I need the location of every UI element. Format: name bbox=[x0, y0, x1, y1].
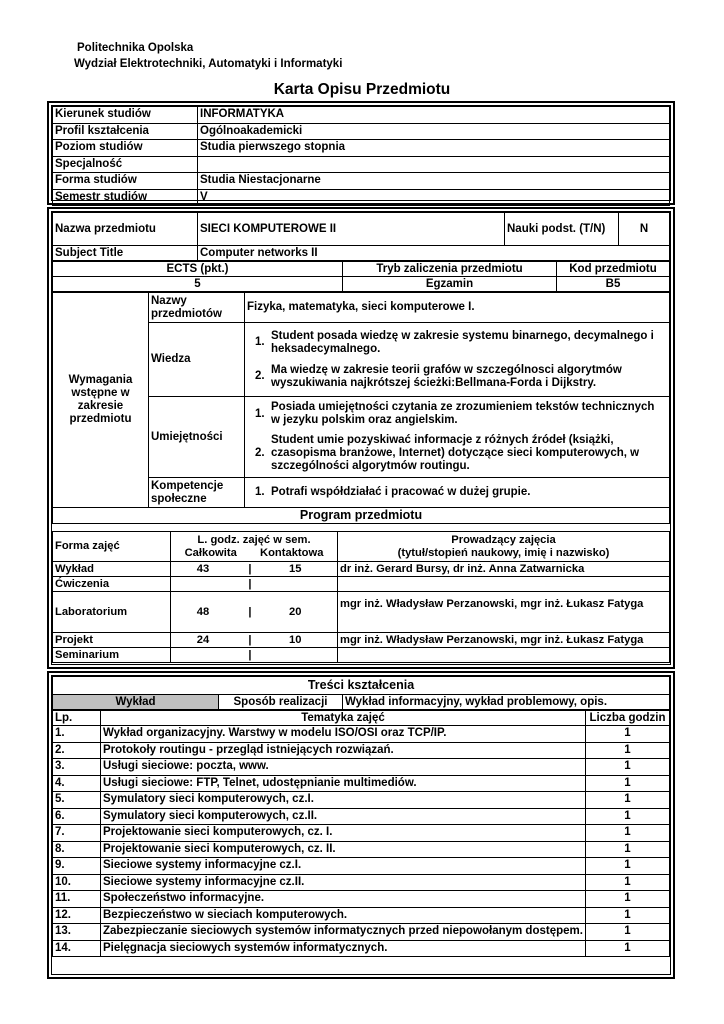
topic-hours: 1 bbox=[586, 940, 670, 957]
form-name: Projekt bbox=[53, 633, 171, 648]
lecturer-sub: (tytuł/stopień naukowy, imię i nazwisko) bbox=[397, 546, 610, 559]
topic-hours: 1 bbox=[586, 792, 670, 809]
form-sep: | bbox=[248, 633, 252, 646]
topic-text: Symulatory sieci komputerowych, cz.II. bbox=[101, 808, 586, 825]
form-lecturer: mgr inż. Władysław Perzanowski, mgr inż. Łukasz Fatyga bbox=[338, 592, 670, 633]
topic-lp: 10. bbox=[53, 874, 101, 891]
hours-label: L. godz. zajęć w sem. bbox=[197, 533, 311, 546]
topic-hours: 1 bbox=[586, 825, 670, 842]
topic-row bbox=[53, 759, 670, 776]
study-info-table bbox=[52, 106, 670, 206]
program-heading: Program przedmiotu bbox=[53, 508, 670, 524]
content-box bbox=[47, 671, 675, 979]
form-total: 43 bbox=[196, 562, 210, 575]
study-row bbox=[53, 156, 670, 173]
topic-lp: 8. bbox=[53, 841, 101, 858]
topic-hours: 1 bbox=[586, 874, 670, 891]
topic-hours: 1 bbox=[586, 775, 670, 792]
skills-item: Student umie pozyskiwać informacje z różnych źródeł (książki, czasopisma branżowe, Internet) dotyczące sieci komputerowych, w szczególności algorytmów routingu. bbox=[271, 434, 640, 472]
skills-label: Umiejętności bbox=[149, 397, 245, 478]
subject-box bbox=[47, 207, 675, 669]
topic-hours: 1 bbox=[586, 924, 670, 941]
form-sep: | bbox=[248, 648, 252, 661]
subject-name: SIECI KOMPUTEROWE II bbox=[198, 213, 505, 246]
code-label: Kod przedmiotu bbox=[557, 262, 670, 277]
form-total: 48 bbox=[196, 605, 210, 618]
forms-table bbox=[52, 531, 670, 663]
form-label: Forma zajęć bbox=[53, 532, 171, 562]
form-lecturer bbox=[338, 648, 670, 663]
subjects-value: Fizyka, matematyka, sieci komputerowe I. bbox=[245, 293, 670, 323]
study-row bbox=[53, 173, 670, 190]
faculty-name: Wydział Elektrotechniki, Automatyki i Informatyki bbox=[74, 58, 343, 70]
lecturer-header bbox=[338, 532, 670, 562]
form-sep: | bbox=[248, 562, 252, 575]
topic-row bbox=[53, 891, 670, 908]
topic-lp: 12. bbox=[53, 907, 101, 924]
hours-header: Liczba godzin bbox=[586, 711, 670, 726]
topic-hours: 1 bbox=[586, 841, 670, 858]
topic-hours: 1 bbox=[586, 808, 670, 825]
subject-title-en: Computer networks II bbox=[198, 246, 670, 261]
code-value: B5 bbox=[557, 277, 670, 292]
topic-text: Zabezpieczanie sieciowych systemów informatycznych przed niepowołanym dostępem. bbox=[101, 924, 586, 941]
topic-lp: 13. bbox=[53, 924, 101, 941]
topic-lp: 4. bbox=[53, 775, 101, 792]
study-label: Poziom studiów bbox=[53, 140, 198, 157]
study-value: Studia pierwszego stopnia bbox=[198, 140, 670, 157]
skills-item: Posiada umiejętności czytania ze zrozumieniem tekstów technicznych w jezyku polskim oraz angielskim. bbox=[271, 401, 655, 426]
social-label: Kompetencje społeczne bbox=[149, 478, 245, 508]
form-lecturer: dr inż. Gerard Bursy, dr inż. Anna Zatwarnicka bbox=[338, 562, 670, 577]
topic-text: Symulatory sieci komputerowych, cz.I. bbox=[101, 792, 586, 809]
study-value bbox=[198, 156, 670, 173]
topic-lp: 14. bbox=[53, 940, 101, 957]
form-total bbox=[173, 578, 233, 591]
subject-title-label: Subject Title bbox=[53, 246, 198, 261]
topic-text: Protokoły routingu - przegląd istniejących rozwiązań. bbox=[101, 742, 586, 759]
skills-list bbox=[245, 397, 670, 478]
requirements-table bbox=[52, 292, 670, 524]
topic-hours: 1 bbox=[586, 907, 670, 924]
form-name: Seminarium bbox=[53, 648, 171, 663]
university-name: Politechnika Opolska bbox=[77, 42, 194, 54]
topic-hours: 1 bbox=[586, 742, 670, 759]
social-num: 1. bbox=[255, 485, 265, 498]
study-label: Semestr studiów bbox=[53, 189, 198, 206]
basic-sciences-value: N bbox=[619, 213, 670, 246]
study-label: Forma studiów bbox=[53, 173, 198, 190]
basic-sciences-label: Nauki podst. (T/N) bbox=[505, 213, 619, 246]
topic-text: Społeczeństwo informacyjne. bbox=[101, 891, 586, 908]
ects-table bbox=[52, 261, 670, 292]
method-label: Sposób realizacji bbox=[219, 695, 343, 710]
topic-lp: 9. bbox=[53, 858, 101, 875]
topic-row bbox=[53, 940, 670, 957]
form-sep: | bbox=[248, 577, 252, 590]
total-label: Całkowita bbox=[184, 546, 237, 559]
study-value: INFORMATYKA bbox=[198, 107, 670, 124]
topic-row bbox=[53, 726, 670, 743]
topic-text: Projektowanie sieci komputerowych, cz. II. bbox=[101, 841, 586, 858]
study-label: Profil kształcenia bbox=[53, 123, 198, 140]
ects-value: 5 bbox=[53, 277, 343, 292]
exam-label: Tryb zaliczenia przedmiotu bbox=[343, 262, 557, 277]
topic-row bbox=[53, 874, 670, 891]
content-header-table bbox=[52, 676, 670, 710]
study-info-box bbox=[47, 101, 675, 205]
hours-header bbox=[171, 532, 338, 562]
topic-text: Projektowanie sieci komputerowych, cz. I. bbox=[101, 825, 586, 842]
topic-text: Usługi sieciowe: FTP, Telnet, udostępnianie multimediów. bbox=[101, 775, 586, 792]
topic-hours: 1 bbox=[586, 759, 670, 776]
form-total bbox=[173, 649, 233, 662]
topic-text: Sieciowe systemy informacyjne cz.I. bbox=[101, 858, 586, 875]
skills-num: 2. bbox=[255, 447, 265, 459]
topic-text: Usługi sieciowe: poczta, www. bbox=[101, 759, 586, 776]
subject-table bbox=[52, 212, 670, 261]
social-list bbox=[245, 478, 670, 508]
knowledge-num: 2. bbox=[255, 370, 265, 382]
form-contact: 15 bbox=[254, 562, 338, 577]
form-name: Laboratorium bbox=[53, 592, 171, 633]
ects-label: ECTS (pkt.) bbox=[53, 262, 343, 277]
subject-name-label: Nazwa przedmiotu bbox=[53, 213, 198, 246]
topic-row bbox=[53, 841, 670, 858]
form-lecturer bbox=[338, 577, 670, 592]
form-lecturer: mgr inż. Władysław Perzanowski, mgr inż. Łukasz Fatyga bbox=[338, 633, 670, 648]
study-label: Kierunek studiów bbox=[53, 107, 198, 124]
topic-hours: 1 bbox=[586, 858, 670, 875]
topic-header: Tematyka zajęć bbox=[101, 711, 586, 726]
page-title: Karta Opisu Przedmiotu bbox=[273, 81, 451, 98]
skills-num: 1. bbox=[255, 407, 265, 420]
content-type: Wykład bbox=[53, 695, 219, 710]
knowledge-num: 1. bbox=[255, 336, 265, 348]
form-contact: 10 bbox=[254, 633, 338, 648]
method-value: Wykład informacyjny, wykład problemowy, opis. bbox=[343, 695, 670, 710]
topic-row bbox=[53, 808, 670, 825]
topic-row bbox=[53, 775, 670, 792]
topic-row bbox=[53, 742, 670, 759]
lecturer-label: Prowadzący zajęcia bbox=[451, 533, 556, 546]
lp-header: Lp. bbox=[53, 711, 101, 726]
topic-text: Wykład organizacyjny. Warstwy w modelu ISO/OSI oraz TCP/IP. bbox=[101, 726, 586, 743]
contact-label: Kontaktowa bbox=[260, 546, 324, 559]
topic-hours: 1 bbox=[586, 891, 670, 908]
topic-lp: 7. bbox=[53, 825, 101, 842]
topic-row bbox=[53, 924, 670, 941]
knowledge-item: Ma wiedzę w zakresie teorii grafów w szczególnosci algorytmów wyszukiwania najkrótszej ścieżki:Bellmana-Forda i Dijkstry. bbox=[271, 363, 622, 389]
topic-text: Bezpieczeństwo w sieciach komputerowych. bbox=[101, 907, 586, 924]
form-name: Wykład bbox=[53, 562, 171, 577]
form-contact bbox=[254, 648, 338, 663]
knowledge-list bbox=[245, 323, 670, 397]
content-title: Treści kształcenia bbox=[53, 677, 670, 695]
topics-table bbox=[52, 710, 670, 957]
study-value: Studia Niestacjonarne bbox=[198, 173, 670, 190]
study-row bbox=[53, 123, 670, 140]
topic-row bbox=[53, 907, 670, 924]
topic-row bbox=[53, 858, 670, 875]
study-value: Ogólnoakademicki bbox=[198, 123, 670, 140]
study-row bbox=[53, 189, 670, 206]
topic-lp: 5. bbox=[53, 792, 101, 809]
form-contact bbox=[254, 577, 338, 592]
topic-row bbox=[53, 825, 670, 842]
topic-lp: 1. bbox=[53, 726, 101, 743]
social-item: Potrafi współdziałać i pracować w dużej grupie. bbox=[271, 485, 531, 498]
form-total: 24 bbox=[196, 633, 210, 646]
form-name: Ćwiczenia bbox=[53, 577, 171, 592]
topic-lp: 3. bbox=[53, 759, 101, 776]
study-value: V bbox=[198, 189, 670, 206]
study-row bbox=[53, 140, 670, 157]
knowledge-label: Wiedza bbox=[149, 323, 245, 397]
requirements-label: Wymagania wstępne w zakresie przedmiotu bbox=[53, 293, 149, 508]
study-row bbox=[53, 107, 670, 124]
topic-lp: 6. bbox=[53, 808, 101, 825]
form-contact: 20 bbox=[254, 592, 338, 633]
knowledge-item: Student posada wiedzę w zakresie systemu binarnego, decymalnego i heksadecymalnego. bbox=[271, 329, 654, 355]
study-label: Specjalność bbox=[53, 156, 198, 173]
topic-hours: 1 bbox=[586, 726, 670, 743]
topic-text: Sieciowe systemy informacyjne cz.II. bbox=[101, 874, 586, 891]
exam-value: Egzamin bbox=[343, 277, 557, 292]
form-sep: | bbox=[248, 605, 252, 618]
topic-row bbox=[53, 792, 670, 809]
topic-lp: 2. bbox=[53, 742, 101, 759]
topic-text: Pielęgnacja sieciowych systemów informatycznych. bbox=[101, 940, 586, 957]
topic-lp: 11. bbox=[53, 891, 101, 908]
subjects-label: Nazwy przedmiotów bbox=[149, 293, 245, 323]
